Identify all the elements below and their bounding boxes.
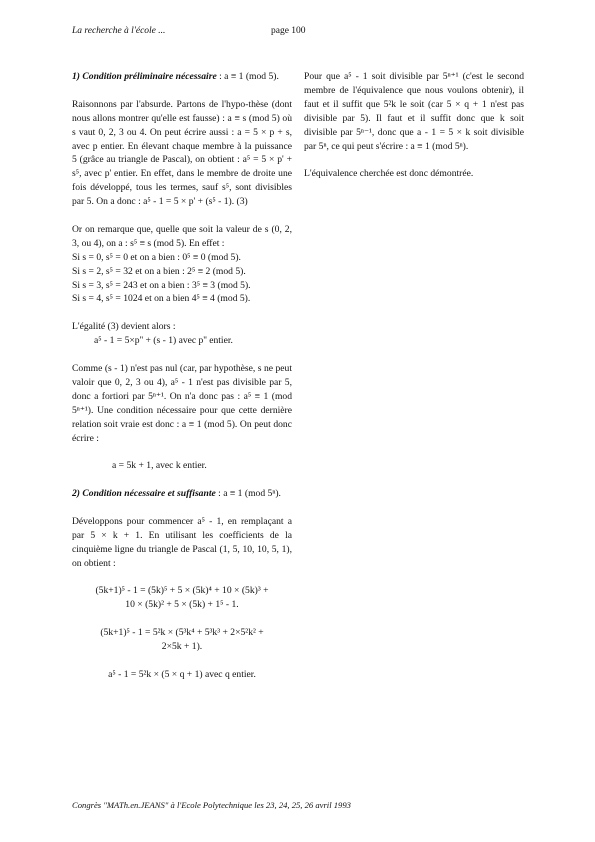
section-1-condition: : a ≡ 1 (mod 5). [216,71,279,82]
right-column [304,70,524,181]
section-2-condition: : a ≡ 1 (mod 5ⁿ). [215,488,281,500]
section-2-title [72,487,292,501]
paragraph-divisibility: Pour que a⁵ - 1 soit divisible par 5ⁿ⁺¹ (c'est le second membre de l'équivalence que nous voulons obtenir), il faut et il suffit que 5²k le soit (car 5 × q + 1 n'est pas divisible par 5). Il faut et il suffit donc que k soit divisible par 5ⁿ⁻¹, donc que a - 1 = 5 × k soit divisible par 5ⁿ, ce qui peut s'écrire : a ≡ 1 (mod 5ⁿ). [304,71,524,152]
equation-line: 10 × (5k)² + 5 × (5k) + 1⁵ - 1. [125,599,239,611]
page-number: page 100 [271,26,306,36]
left-column [72,70,292,682]
equation-line: a⁵ - 1 = 5×p'' + (s - 1) avec p'' entier. [94,335,233,347]
equation-line: (5k+1)⁵ - 1 = 5²k × (5³k⁴ + 5³k³ + 2×5²k² + [100,627,264,639]
case-line: Si s = 3, s⁵ = 243 et on a bien : 3⁵ ≡ 3 (mod 5). [72,279,251,291]
equation-line: (5k+1)⁵ - 1 = (5k)⁵ + 5 × (5k)⁴ + 10 × (5k)³ + [95,585,269,597]
case-line: Si s = 0, s⁵ = 0 et on a bien : 0⁵ ≡ 0 (mod 5). [72,251,241,263]
paragraph-remark: Or on remarque que, quelle que soit la valeur de s (0, 2, 3, ou 4), on a : s⁵ ≡ s (mod 5). En effet : [72,223,292,249]
paragraph-conclusion: Comme (s - 1) n'est pas nul (car, par hypothèse, s ne peut valoir que 0, 2, 3 ou 4), a⁵ - 1 n'est pas divisible par 5, donc a fortiori par 5ⁿ⁺¹. On n'a donc pas : a⁵ ≡ 1 (mod 5ⁿ⁺¹). Une condition nécessaire pour que cette dernière relation soit vraie est donc : a ≡ 1 (mod 5). On peut donc écrire : [72,362,292,444]
equation-line: 2×5k + 1). [161,641,203,653]
section-1-heading: 1) Condition préliminaire nécessaire [72,71,217,82]
equation-line: a = 5k + 1, avec k entier. [112,460,207,472]
equation-line: a⁵ - 1 = 5²k × (5 × q + 1) avec q entier. [108,668,256,680]
paragraph-equality: L'égalité (3) devient alors : [72,321,176,333]
section-1-title [72,70,292,84]
section-2-heading: 2) Condition nécessaire et suffisante [72,488,216,500]
page-footer: Congrès "MATh.en.JEANS" à l'Ecole Polytechnique les 23, 24, 25, 26 avril 1993 [72,800,351,810]
case-line: Si s = 2, s⁵ = 32 et on a bien : 2⁵ ≡ 2 (mod 5). [72,265,246,277]
paragraph-absurd: Raisonnons par l'absurde. Partons de l'hypo-thèse (dont nous allons montrer qu'elle est fausse) : a ≡ s (mod 5) où s vaut 0, 2, 3 ou 4. On peut écrire aussi : a = 5 × p + s, avec p entier. En élevant chaque membre à la puissance 5 (grâce au triangle de Pascal), on obtient : a⁵ = 5 × p' + s⁵, avec p' entier. En effet, dans le membre de droite une fois développé, tous les termes, sauf s⁵, sont divisibles par 5. On a donc : a⁵ - 1 = 5 × p' + (s⁵ - 1). (3) [72,98,292,208]
paragraph-develop: Développons pour commencer a⁵ - 1, en remplaçant a par 5 × k + 1. En utilisant les coefficients de la cinquième ligne du triangle de Pascal (1, 5, 10, 10, 5, 1), on obtient : [72,515,292,569]
running-header: La recherche à l'école ... [72,26,166,36]
case-line: Si s = 4, s⁵ = 1024 et on a bien 4⁵ ≡ 4 (mod 5). [72,293,251,305]
paragraph-qed: L'équivalence cherchée est donc démontrée. [304,168,474,180]
